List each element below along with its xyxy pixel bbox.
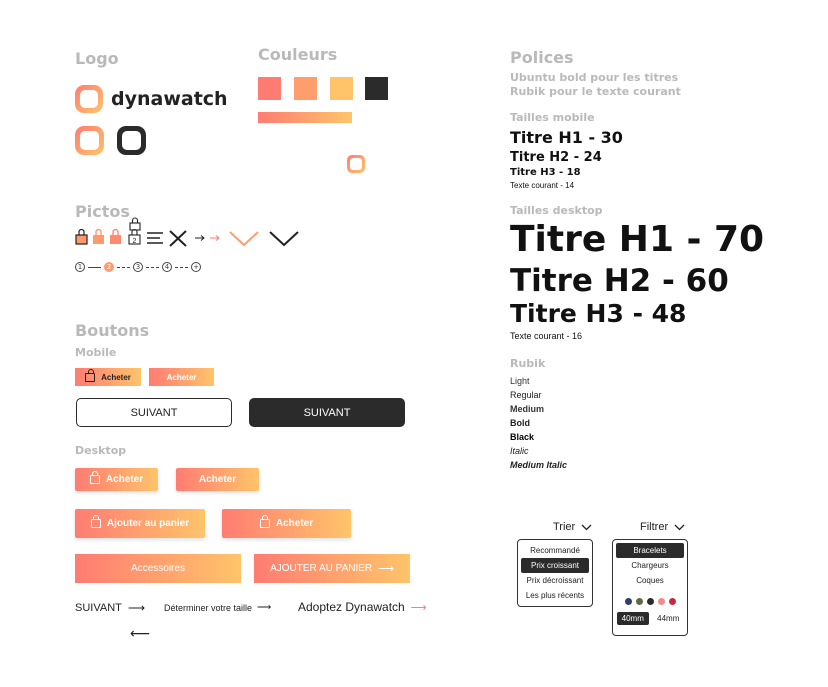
next-button-label: SUIVANT <box>303 406 351 419</box>
buttons-mobile-label: Mobile <box>75 346 117 359</box>
logo-icon-dark <box>117 126 146 155</box>
mobile-h2-sample: Titre H2 - 24 <box>510 150 602 165</box>
close-icon <box>170 231 186 246</box>
logo-icon <box>75 85 103 113</box>
add-to-cart-caps-button[interactable] <box>254 554 410 583</box>
size-guide-label: Déterminer votre taille <box>164 602 253 613</box>
bag-icon <box>90 475 100 484</box>
buttons-desktop-label: Desktop <box>75 444 127 457</box>
color-swatch-orange <box>294 77 317 100</box>
fonts-description-1: Ubuntu bold pour les titres <box>510 71 679 84</box>
next-button-dark[interactable] <box>249 398 405 427</box>
arrow-right-icon: ⟶ <box>378 563 394 575</box>
filter-label: Filtrer <box>640 521 669 533</box>
chevron-down-icon <box>674 524 685 531</box>
filter-option-cases[interactable]: Coques <box>636 576 664 585</box>
step-1[interactable]: 1 <box>75 262 85 272</box>
step-2[interactable]: 2 <box>104 262 114 272</box>
filter-dropdown-toggle[interactable] <box>640 521 685 533</box>
fonts-description-2: Rubik pour le texte courant <box>510 85 681 98</box>
bag-icon-orange <box>93 230 104 245</box>
weight-italic: Italic <box>510 446 529 456</box>
accessories-label: Accessoires <box>131 563 185 574</box>
desktop-sizes-title: Tailles desktop <box>510 204 603 217</box>
buy-button-label: Acheter <box>166 372 197 382</box>
weight-regular: Regular <box>510 390 542 400</box>
filter-option-chargers[interactable]: Chargeurs <box>631 561 669 570</box>
step-3[interactable]: 3 <box>133 262 143 272</box>
next-link[interactable] <box>75 601 145 615</box>
pictos-row <box>74 216 304 248</box>
arrow-right-icon <box>195 236 204 241</box>
logo-section-title: Logo <box>75 49 119 68</box>
mobile-h1-sample: Titre H1 - 30 <box>510 128 623 147</box>
rubik-title: Rubik <box>510 357 546 370</box>
arrow-right-icon: ⟶ <box>127 601 146 615</box>
color-swatch-coral <box>258 77 281 100</box>
add-to-cart-caps-label: AJOUTER AU PANIER <box>270 563 373 574</box>
sort-option-price-asc[interactable]: Prix croissant <box>521 558 589 573</box>
next-button-outline[interactable] <box>76 398 232 427</box>
bag-icon-dark <box>76 230 87 245</box>
filter-option-bracelets[interactable]: Bracelets <box>616 543 684 558</box>
buy-button-desktop[interactable] <box>176 468 259 491</box>
logo-wordmark: dynawatch <box>111 88 228 110</box>
bag-icon <box>85 373 95 382</box>
bag-icon <box>91 519 101 528</box>
arrow-right-orange-icon: ⟶ <box>410 601 427 614</box>
buy-button-label: Acheter <box>198 474 237 485</box>
weight-bold: Bold <box>510 418 530 428</box>
buy-button-large[interactable] <box>222 509 351 538</box>
sort-dropdown-menu <box>517 539 593 607</box>
adopt-link[interactable] <box>298 600 427 614</box>
desktop-h2-sample: Titre H2 - 60 <box>510 263 729 299</box>
fonts-section-title: Polices <box>510 48 574 67</box>
mobile-body-sample: Texte courant - 14 <box>510 181 575 190</box>
desktop-body-sample: Texte courant - 16 <box>510 331 583 341</box>
size-option-44mm[interactable]: 44mm <box>657 614 680 623</box>
svg-text:2: 2 <box>132 238 137 245</box>
stepper <box>75 262 201 272</box>
sort-label: Trier <box>553 521 576 533</box>
buy-button-mobile[interactable] <box>149 368 214 386</box>
arrow-right-orange-icon <box>210 236 219 241</box>
sort-option-recommended[interactable]: Recommandé <box>530 546 580 555</box>
desktop-h1-sample: Titre H1 - 70 <box>510 219 765 260</box>
menu-icon <box>147 233 163 243</box>
color-dot-1[interactable] <box>625 598 632 605</box>
color-dot-3[interactable] <box>647 598 654 605</box>
buttons-section-title: Boutons <box>75 321 150 340</box>
size-filter-row <box>616 612 684 625</box>
weight-light: Light <box>510 376 530 386</box>
weight-black: Black <box>510 432 535 442</box>
step-add[interactable]: + <box>191 262 201 272</box>
arrow-right-icon: ⟶ <box>257 602 272 613</box>
size-option-40mm[interactable]: 40mm <box>617 612 649 625</box>
bag-icon-coral <box>110 230 121 245</box>
cart-count-icon <box>129 218 140 245</box>
chevron-down-icon <box>270 232 298 245</box>
buy-button-mobile-icon[interactable] <box>75 368 141 386</box>
bag-icon <box>260 519 270 528</box>
step-4[interactable]: 4 <box>162 262 172 272</box>
mobile-h3-sample: Titre H3 - 18 <box>510 167 581 178</box>
desktop-h3-sample: Titre H3 - 48 <box>510 299 687 328</box>
buy-button-desktop-icon[interactable] <box>75 468 158 491</box>
buy-button-label: Acheter <box>105 474 144 485</box>
color-swatch-dark <box>365 77 388 100</box>
adopt-link-label: Adoptez Dynawatch <box>298 600 405 614</box>
arrow-left-icon[interactable]: ⟵ <box>130 626 151 642</box>
color-swatch-yellow <box>330 77 353 100</box>
buy-button-label: Acheter <box>275 518 314 529</box>
size-guide-link[interactable] <box>164 602 271 613</box>
next-button-label: SUIVANT <box>130 406 178 419</box>
color-dot-5[interactable] <box>669 598 676 605</box>
color-gradient-bar <box>258 112 352 123</box>
color-dot-4[interactable] <box>658 598 665 605</box>
buy-button-label: Acheter <box>101 372 131 382</box>
color-filter-row <box>616 596 684 606</box>
weight-medium-italic: Medium Italic <box>510 460 568 470</box>
colors-section-title: Couleurs <box>258 45 338 64</box>
chevron-down-icon <box>581 524 592 531</box>
mobile-sizes-title: Tailles mobile <box>510 111 595 124</box>
sort-option-price-desc[interactable]: Prix décroissant <box>526 576 584 585</box>
accessories-button[interactable] <box>75 554 241 583</box>
add-to-cart-label: Ajouter au panier <box>106 518 190 529</box>
pictos-section-title: Pictos <box>75 202 130 221</box>
chevron-down-gradient-icon <box>230 232 258 245</box>
filter-dropdown-menu <box>612 539 688 636</box>
logo-icon-gradient <box>75 126 104 155</box>
add-to-cart-button[interactable] <box>75 509 205 538</box>
weight-medium: Medium <box>510 404 545 414</box>
color-dot-2[interactable] <box>636 598 643 605</box>
sort-dropdown-toggle[interactable] <box>553 521 592 533</box>
sort-option-newest[interactable]: Les plus récents <box>525 591 585 600</box>
favicon-icon <box>347 155 365 173</box>
next-link-label: SUIVANT <box>75 602 122 614</box>
